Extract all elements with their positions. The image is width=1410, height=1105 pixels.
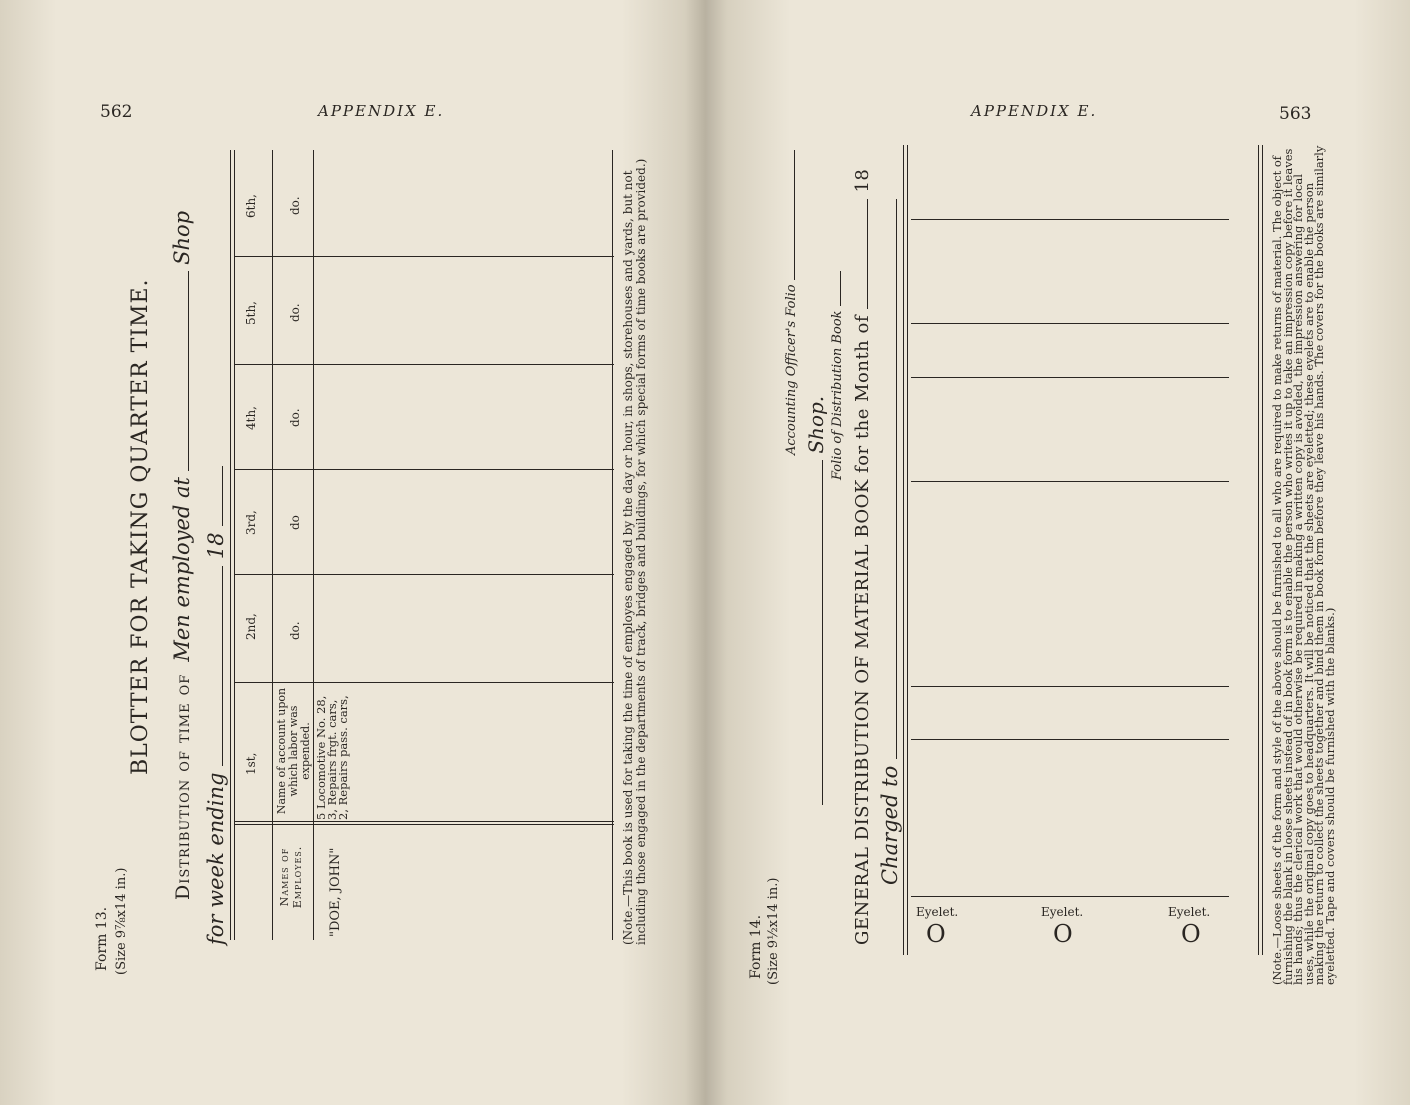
accounting-folio: Accounting Officer's Folio: [784, 284, 799, 455]
title-year: 18: [852, 168, 873, 193]
form-number: Form 14.: [748, 914, 764, 979]
day-header-2: 2nd,: [244, 613, 258, 640]
day-header-5: 5th,: [244, 301, 258, 325]
week-blank: [222, 566, 223, 766]
eyelet-label-3: Eyelet.: [1168, 905, 1211, 919]
form-title: GENERAL DISTRIBUTION OF MATERIAL BOOK for the Month of: [852, 315, 873, 945]
first-day-subheader: Name of account upon which labor was expended.: [275, 687, 312, 815]
running-head: APPENDIX E.: [318, 102, 445, 120]
day-header-1: 1st,: [244, 752, 258, 775]
col-names-header: Names of Employes.: [278, 845, 304, 909]
eyelet-3: O: [1181, 920, 1201, 948]
eyelet-1: O: [926, 920, 946, 948]
ditto-5: do.: [288, 303, 302, 322]
rotated-form-13: [92, 145, 672, 975]
week-prefix: for week ending: [204, 772, 228, 945]
day-header-4: 4th,: [244, 406, 258, 430]
ditto-4: do.: [288, 408, 302, 427]
week-year: 18: [204, 532, 228, 560]
subtitle-shop: Shop: [170, 210, 194, 265]
subtitle-men: Men employed at: [170, 476, 194, 662]
charged-to: Charged to: [878, 765, 902, 885]
accounting-folio-row: [784, 150, 799, 455]
page-number: 563: [1279, 104, 1312, 124]
right-page: [706, 0, 1410, 1105]
rotated-form-14: [746, 145, 1337, 985]
week-row: [204, 466, 228, 945]
running-head: APPENDIX E.: [971, 102, 1098, 120]
note: (Note.—This book is used for taking the time of employes engaged by the day or hour, in shops, storehouses and yards, but not including those engaged in the departments of track, bridges and buildings, for which special forms of time books are provided.): [621, 158, 648, 945]
entry-2: 3, Repairs frgt. cars,: [325, 699, 339, 820]
eyelet-label-1: Eyelet.: [916, 905, 959, 919]
form-size: (Size 9½x14 in.): [766, 877, 781, 985]
entry-3: 2, Repairs pass. cars,: [336, 695, 350, 820]
day-header-6: 6th,: [244, 194, 258, 218]
employee-name: "DOE, JOHN": [328, 847, 343, 937]
entry-1: 5 Locomotive No. 28,: [314, 695, 328, 820]
charged-to-row: [878, 199, 902, 885]
entries: [316, 695, 349, 820]
eyelet-label-2: Eyelet.: [1041, 905, 1084, 919]
folio-distribution: Folio of Distribution Book: [830, 310, 845, 480]
shop-row: [804, 396, 828, 805]
shop-blank: [188, 271, 189, 471]
eyelet-2: O: [1053, 920, 1073, 948]
note: (Note.—Loose sheets of the form and style of the above should be furnished to all who are required to make returns of material. The object of furnishing the blank in loose sheets instead of in book form is to enable the person who writes it up to take an impression copy before it leaves his hands; thus the clerical work that would otherwise be required in making a written copy is avoided, the impression answering for local uses, while the original copy goes to headquarters. It will be noticed that the sheets are eyeletted; these eyelets are to enable the person making the return to collect the sheets together and bind them in book form before they leave his hands. The covers for the books are similarly eyeletted. Tape and covers should be furnished with the blanks.): [1270, 145, 1337, 985]
day-header-3: 3rd,: [244, 510, 258, 535]
subtitle-prefix: Distribution of time of: [172, 673, 194, 900]
ditto-6: do.: [288, 196, 302, 215]
ditto-2: do.: [288, 621, 302, 640]
folio-distribution-row: [830, 271, 845, 480]
form-number: Form 13.: [94, 906, 110, 971]
form-size: (Size 9⅞x14 in.): [114, 867, 129, 975]
title-row: [852, 169, 873, 945]
shop-label: Shop.: [804, 395, 828, 454]
subtitle-row: [170, 211, 194, 900]
ditto-3: do: [288, 515, 302, 530]
page-number: 562: [100, 102, 133, 122]
form-title: BLOTTER FOR TAKING QUARTER TIME.: [128, 278, 153, 775]
